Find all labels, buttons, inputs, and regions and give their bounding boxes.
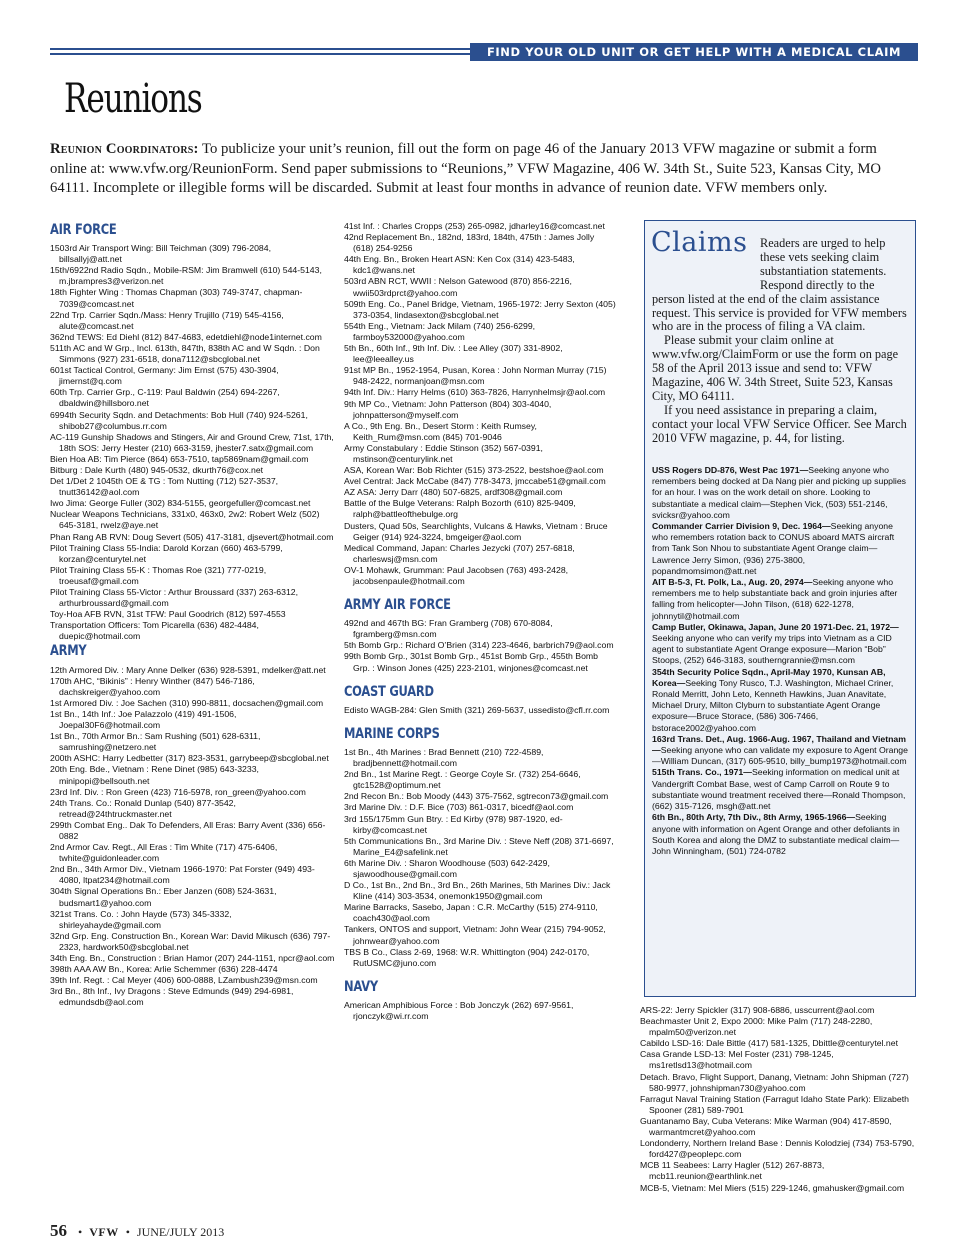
reunion-listing: 2nd Bn., 1st Marine Regt. : George Coyle Sr. (732) 254-6646, gtc1528@optimum.net (344, 769, 581, 791)
claim-heading: USS Rogers DD-876, West Pac 1971— (652, 465, 809, 475)
reunion-listing: Cabildo LSD-16: Dale Bittle (417) 581-1325, Dbittle@centurytel.net (640, 1038, 898, 1049)
reunion-listing: Londonderry, Northern Ireland Base : Dennis Kolodziej (734) 753-5790, ford427@peoplepc.com (640, 1138, 915, 1160)
reunion-listing: TBS B Co., Class 2-69, 1968: W.R. Whittington (904) 242-0170, RutUSMC@juno.com (344, 946, 590, 968)
claim-heading: 163rd Trans. Det., Aug. 1966-Aug. 1967, Thailand and Vietnam— (652, 733, 906, 756)
reunion-listing: 5th Communications Bn., 3rd Marine Div. : Steve Neff (208) 371-6697, Marine_E4@safelink.net (344, 835, 614, 857)
reunion-listing: AZ ASA: Jerry Darr (480) 507-6825, ardf308@gmail.com (344, 487, 563, 498)
reunion-listing: Casa Grande LSD-13: Mel Foster (231) 798-1245, ms1retlsd13@hotmail.com (640, 1049, 834, 1071)
reunion-listing: Bitburg : Dale Kurth (480) 945-0532, dkurth76@cox.net (50, 464, 264, 475)
reunion-listing: MCB-5, Vietnam: Mel Miers (515) 229-1246, gmahusker@gmail.com (640, 1182, 905, 1193)
reunion-listing: Avel Central: Jack McCabe (847) 778-3473, jmccabe51@gmail.com (344, 476, 606, 487)
reunion-listing: Iwo Jima: George Fuller (302) 834-5155, georgefuller@comcast.net (50, 498, 311, 509)
banner-rule (50, 48, 470, 50)
section-heading: ARMY AIR FORCE (344, 597, 451, 614)
page-number: 56 (50, 1221, 67, 1240)
claims-intro-paragraph: Please submit your claim online at www.vfw.org/ClaimForm or use the form on page 58 of the April 2013 issue and send to: VFW Magazine, 406 W. 34th Street, Suite 523, Kansas City, MO 64111. (652, 333, 899, 403)
reunion-listing: 34th Eng. Bn., Construction : Brian Hamor (207) 244-1151, npcr@aol.com (50, 953, 335, 963)
section-heading: NAVY (344, 978, 378, 995)
claims-heading: Claims (651, 227, 748, 258)
listing-column-1 (50, 221, 335, 1008)
reunion-listing: Phan Rang AB RVN: Doug Severt (505) 417-3181, djsevert@hotmail.com (50, 531, 334, 542)
reunion-listing: Det 1/Det 2 1045th OE & TG : Tom Nutting (712) 527-3537, tnutt36142@aol.com (50, 476, 279, 498)
claims-intro-paragraph: Readers are urged to help these vets seeking claim substantiation statements. Respond directly to the person listed at the end of the claim assistance request. This service is provided for VFW members who are in the process of filing a VA claim. (652, 236, 907, 334)
reunion-listing: 60th Trp. Carrier Grp., C-119: Paul Baldwin (254) 694-2267, dbaldwin@hillsboro.net (50, 387, 280, 409)
claim-request (652, 812, 910, 857)
reunion-listing: 503rd ABN RCT, WWII : Nelson Gatewood (870) 856-2216, wwii503rdprct@yahoo.com (344, 276, 572, 298)
listing-column-2 (344, 221, 616, 1022)
claim-text: Seeking anyone who remembers being docked at Da Nang pier and picking up supplies for an hour. I was on the work detail on shore. Looking to substantiate a medical claim—Stephen Vick, (503) 551-2146, svicksr@yahoo.com (652, 465, 907, 520)
reunion-listing: 39th Inf. Regt. : Cal Meyer (406) 600-0888, LZambush239@msn.com (50, 975, 318, 986)
reunion-listing: 601st Tactical Control, Germany: Jim Ernst (575) 430-3904, jimernst@q.com (50, 365, 279, 387)
claim-heading: AIT B-5-3, Ft. Polk, La., Aug. 20, 2974— (652, 577, 813, 588)
claim-text: Seeking anyone who can validate my exposure to Agent Orange—William Duncan, (317) 605-9510, billy_bump1973@hotmail.com (652, 745, 908, 767)
reunion-listing: OV-1 Mohawk, Grumman: Paul Jacobsen (763) 493-2428, jacobsenpaule@hotmail.com (344, 564, 569, 586)
reunion-listing: 3rd Marine Div. : D.F. Bice (703) 861-0317, bicedf@aol.com (344, 802, 574, 813)
reunion-listing: D Co., 1st Bn., 2nd Bn., 3rd Bn., 26th Marines, 5th Marines Div.: Jack Kline (414) 303-3534, onemonk1950@gmail.com (344, 880, 611, 902)
reunion-listing: Toy-Hoa AFB RVN, 31st TFW: Paul Goodrich (812) 597-4553 (50, 609, 286, 620)
reunion-listing: 22nd Trp. Carrier Sqdn./Mass: Henry Trujillo (719) 545-4156, alute@comcast.net (50, 309, 284, 331)
reunion-listing: 42nd Replacement Bn., 182nd, 183rd, 184th, 475th : James Jolly (618) 254-9256 (344, 232, 595, 254)
reunion-listing: 2nd Armor Cav. Regt., All Eras : Tim White (717) 475-6406, twhite@guidonleader.com (50, 842, 278, 864)
reunion-listing: 9th MP Co., Vietnam: John Patterson (804) 303-4040, johnpatterson@myself.com (344, 398, 552, 420)
claim-text: Seeking Tony Rusco, T.J. Washington, Michael Criner, Ronald Merritt, John Leto, Kenneth Hawkins, Juan Anavitate, Michael Drury, Milton Clyburn to substantiate Agent Orange exposure—Bruce Storace, (586) 306-7466, bstorace2002@yahoo.com (652, 677, 894, 733)
reunion-listing: Nuclear Weapons Technicians, 331x0, 463x0, 2w2: Robert Welz (502) 645-3181, rwelz@aye.net (50, 509, 320, 531)
reunion-listing: 5th Bomb Grp.: Richard O’Brien (314) 223-4646, barbrich79@aol.com (344, 640, 614, 651)
page-footer: 56 • VFW • JUNE/JULY 2013 (50, 1221, 225, 1240)
magazine-name: VFW (89, 1225, 119, 1239)
reunion-listing: 304th Signal Operations Bn.: Eber Janzen (608) 524-3631, budsmart1@yahoo.com (50, 886, 277, 908)
reunion-listing: Army Constabulary : Eddie Stinson (352) 567-0391, mstinson@centurylink.net (344, 442, 543, 464)
reunion-listing: Pilot Training Class 55-K : Thomas Roe (321) 777-0219, troeusaf@gmail.com (50, 564, 267, 586)
claim-text: Seeking anyone who can verify my trips into Vietnam as a CID agent to substantiate Agent Orange exposure—Marion “Bob” Stoops, (252) 646-3183, southerngrannie@msn.com (652, 633, 892, 666)
reunion-listing: 5th Bn., 60th Inf., 9th Inf. Div. : Lee Alley (307) 331-8902, lee@leealley.us (344, 343, 563, 365)
reunion-listing: 1503rd Air Transport Wing: Bill Teichman (309) 796-2084, billsallyj@att.net (50, 243, 272, 265)
claims-box (644, 220, 916, 997)
intro-lead: Reunion Coordinators: (50, 141, 199, 157)
reunion-listing: 2nd Recon Bn.: Bob Moody (443) 375-7562, sgtrecon73@gmail.com (344, 791, 609, 802)
reunion-listing: 1st Bn., 4th Marines : Brad Bennett (210) 722-4589, bradjbennett@hotmail.com (344, 746, 544, 769)
reunion-listing: 554th Eng., Vietnam: Jack Milam (740) 256-6299, farmboy532000@yahoo.com (344, 320, 536, 342)
claim-request (652, 577, 910, 622)
reunion-listing: 2nd Bn., 34th Armor Div., Vietnam 1966-1970: Pat Forster (949) 493-4080, ltpat234@hotmail.com (50, 864, 315, 886)
claims-intro (652, 237, 909, 446)
claim-request (652, 767, 910, 812)
section-heading: COAST GUARD (344, 683, 434, 700)
intro-text: To publicize your unit’s reunion, fill out the form on page 46 of the January 2013 VFW magazine or submit a form online at: www.vfw.org/ReunionForm. Send paper submissions to “Reunions,” VFW Magazine, 406 W. 34th St., Suite 523, Kansas City, MO 64111. Incomplete or illegible forms will be discarded. Submit at least four months in advance of reunion date. VFW members only. (50, 141, 882, 196)
reunion-listing: 321st Trans. Co. : John Hayde (573) 345-3332, shirleyahayde@gmail.com (50, 908, 232, 930)
reunion-listing: Pilot Training Class 55-Victor : Arthur Broussard (337) 263-6312, arthurbroussard@gmail.com (50, 587, 299, 609)
banner-label: FIND YOUR OLD UNIT OR GET HELP WITH A MEDICAL CLAIM (470, 43, 918, 61)
reunion-listing: 41st Inf. : Charles Cropps (253) 265-0982, jdharley16@comcast.net (344, 221, 605, 231)
reunion-listing: 362nd TEWS: Ed Diehl (812) 847-4683, edetdiehl@node1internet.com (50, 331, 322, 342)
reunion-listing: 3rd Bn., 8th Inf., Ivy Dragons : Steve Edmunds (949) 294-6981, edmundsdb@aol.com (50, 986, 294, 1008)
reunion-listing: 12th Armored Div. : Mary Anne Delker (636) 928-5391, mdelker@att.net (50, 664, 326, 675)
reunion-listing: 1st Bn., 70th Armor Bn.: Sam Rushing (501) 628-6311, samrushing@netzero.net (50, 731, 261, 753)
reunion-listing: Medical Command, Japan: Charles Jezycki (707) 257-6818, charleswsj@msn.com (344, 542, 575, 564)
reunion-listing: 1st Armored Div. : Joe Sachen (310) 990-8811, docsachen@gmail.com (50, 697, 324, 708)
reunion-listing: Detach. Bravo, Flight Support, Danang, Vietnam: John Shipman (727) 580-9977, johnshipman730@yahoo.com (640, 1071, 909, 1093)
claim-text: Seeking anyone who remembers me to help substantiate back and groin injuries after falling from helicopter—John Tilson, (618) 622-1278, johnnytil@hotmail.com (652, 577, 898, 621)
reunion-listing: 299th Combat Eng.. Dak To Defenders, All Eras: Barry Avent (336) 656-0882 (50, 819, 326, 841)
reunion-listing: American Amphibious Force : Bob Jonczyk (262) 697-9561, rjonczyk@wi.rr.com (344, 999, 574, 1021)
claim-text: Seeking anyone who remembers rotation back to CONUS aboard MATS aircraft from Tank Son Nhou to substantiate Agent Orange claim—Lawrence Jerry Simon, (936) 275-3800, popandmomsimon@att.net (652, 521, 895, 576)
intro-paragraph (50, 140, 908, 199)
claim-text: Seeking anyone with information on Agent Orange and other defoliants in South Korea and along the DMZ to substantiate medical claim—John Winningham, (501) 724-0782 (652, 812, 900, 856)
reunion-listing: Guantanamo Bay, Cuba Veterans: Mike Warman (904) 417-8590, warmantmcret@yahoo.com (640, 1115, 892, 1138)
reunion-listing: 32nd Grp. Eng. Construction Bn., Korean War: David Mikusch (636) 797-2323, hardwork50@sbcglobal.net (50, 930, 331, 952)
claim-request (652, 622, 910, 667)
section-heading: ARMY (50, 643, 87, 660)
page-title: Reunions (64, 76, 202, 122)
reunion-listing: 24th Trans. Co.: Ronald Dunlap (540) 877-3542, retread@24thtruckmaster.net (50, 797, 236, 819)
reunion-listing: 6994th Security Sqdn. and Detachments: Bob Hull (740) 924-5261, shibob27@columbus.rr.com (50, 409, 308, 431)
reunion-listing: 94th Inf. Div.: Harry Helms (610) 363-7826, Harrynhelmsjr@aol.com (344, 387, 606, 398)
reunion-listing: 6th Marine Div. : Sharon Woodhouse (503) 642-2429, sjawoodhouse@gmail.com (344, 857, 550, 879)
reunion-listing: Marine Barracks, Sasebo, Japan : C.R. McCarthy (515) 274-9110, coach430@aol.com (344, 902, 598, 924)
reunion-listing: 15th/6922nd Radio Sqdn., Mobile-RSM: Jim Bramwell (610) 544-5143, m.jbrampres3@verizon.net (50, 265, 322, 287)
reunion-listing: 398th AAA AW Bn., Korea: Arlie Schemmer (636) 228-4474 (50, 964, 278, 975)
listing-column-3 (640, 1005, 918, 1194)
reunion-listing: 3rd 155/175mm Gun Btry. : Ed Kirby (978) 987-1920, ed-kirby@comcast.net (344, 813, 563, 835)
claim-heading: 515th Trans. Co., 1971— (652, 767, 752, 778)
reunion-listing: 44th Eng. Bn., Broken Heart ASN: Ken Cox (314) 423-5483, kdc1@wans.net (344, 254, 575, 276)
reunion-listing: ASA, Korean War: Bob Richter (515) 373-2522, bestshoe@aol.com (344, 465, 604, 476)
section-banner (50, 43, 918, 61)
reunion-listing: Beachmaster Unit 2, Expo 2000: Mike Palm (717) 248-2280, mpalm50@verizon.net (640, 1016, 873, 1038)
section-heading: AIR FORCE (50, 222, 117, 238)
reunion-listing: 18th Fighter Wing : Thomas Chapman (303) 749-3747, chapman-7039@comcast.net (50, 287, 303, 309)
reunion-listing: Transportation Officers: Tom Picarella (636) 482-4484, duepic@hotmail.com (50, 620, 259, 642)
reunion-listing: 20th Eng. Bde., Vietnam : Rene Dinet (985) 643-3233, minipopi@bellsouth.net (50, 764, 259, 786)
banner-rule (50, 53, 470, 55)
reunion-listing: Dusters, Quad 50s, Searchlights, Vulcans & Hawks, Vietnam : Bruce Geiger (914) 924-3224, bmgeiger@aol.com (344, 520, 608, 542)
issue-date: JUNE/JULY 2013 (136, 1225, 225, 1239)
reunion-listing: 99th Bomb Grp., 301st Bomb Grp., 451st Bomb Grp., 455th Bomb Grp. : Winson Jones (425) 223-2101, winjones@comcast.net (344, 651, 598, 673)
claim-request (652, 521, 910, 577)
section-heading: MARINE CORPS (344, 725, 440, 742)
reunion-listing: A Co., 9th Eng. Bn., Desert Storm : Keith Rumsey, Keith_Rum@msn.com (845) 701-9046 (344, 420, 537, 442)
reunion-listing: 23rd Inf. Div. : Ron Green (423) 716-5978, ron_green@yahoo.com (50, 786, 306, 797)
reunion-listing: MCB 11 Seabees: Larry Hagler (512) 267-8873, mcb11.reunion@earthlink.net (640, 1160, 825, 1182)
claim-heading: 6th Bn., 80th Arty, 7th Div., 8th Army, 1965-1966— (652, 812, 856, 823)
reunion-listing: Tankers, ONTOS and support, Vietnam: John Wear (215) 794-9052, johnwear@yahoo.com (344, 924, 606, 946)
reunion-listing: ARS-22: Jerry Spickler (317) 908-6886, usscurrent@aol.com (640, 1005, 875, 1015)
reunion-listing: 91st MP Bn., 1952-1954, Pusan, Korea : John Norman Murray (715) 948-2422, normanjoan@msn.com (344, 365, 607, 387)
reunion-listing: 509th Eng. Co., Panel Bridge, Vietnam, 1965-1972: Jerry Sexton (405) 373-0354, lindasexton@sbcglobal.net (344, 298, 616, 320)
claim-heading: Commander Carrier Division 9, Dec. 1964— (652, 521, 831, 532)
reunion-listing: Pilot Training Class 55-India: Darold Korzan (660) 463-5799, korzan@centurytel.net (50, 542, 283, 564)
reunion-listing: 1st Bn., 14th Inf.: Joe Palazzolo (419) 491-1506, Joepal30F6@hotmail.com (50, 708, 237, 731)
claim-request (652, 734, 910, 768)
reunion-listing: 170th AHC, “Bikinis” : Henry Winther (847) 546-7186, dachskreiger@yahoo.com (50, 675, 255, 697)
reunion-listing: 492nd and 467th BG: Fran Gramberg (708) 670-8084, fgramberg@msn.com (344, 618, 553, 640)
reunion-listing: Farragut Naval Training Station (Farragut Idaho State Park): Elizabeth Spooner (281) 589-7901 (640, 1093, 909, 1115)
reunion-listing: Bien Hoa AB: Tim Pierce (864) 653-7510, tap5869nam@gmail.com (50, 453, 309, 464)
reunion-listing: 511th AC and W Grp., Incl. 613th, 847th, 838th AC and W Sqdn. : Don Simmons (927) 231-6518, dona7112@sbcglobal.net (50, 342, 320, 365)
claim-heading: Camp Butler, Okinawa, Japan, June 20 1971-Dec. 21, 1972— (652, 621, 899, 632)
reunion-listing: Battle of the Bulge Veterans: Ralph Bozorth (610) 825-9409, ralph@battleofthebulge.org (344, 498, 576, 520)
claim-text: Seeking information on medical unit at Vandergrift Combat Base, west of Camp Carroll on Route 9 to substantiate wound treatment received there—Ronald Thompson, (662) 315-7126, msgh@att.net (652, 767, 906, 812)
reunion-listing: Edisto WAGB-284: Glen Smith (321) 269-5637, ussedisto@cfl.rr.com (344, 704, 610, 715)
claim-request (652, 465, 910, 521)
claim-heading: 354th Security Police Sqdn., April-May 1970, Kunsan AB, Korea— (652, 666, 886, 688)
claim-request (652, 667, 910, 734)
reunion-listing: AC-119 Gunship Shadows and Stingers, Air and Ground Crew, 71st, 17th, 18th SOS: Jerry Hester (210) 663-3159, jhester7.satx@gmail.com (50, 431, 334, 453)
reunion-listing: 200th ASHC: Harry Ledbetter (317) 823-3531, garrybeep@sbcglobal.net (50, 753, 329, 764)
claims-list (652, 465, 910, 857)
claims-intro-paragraph: If you need assistance in preparing a claim, contact your local VFW Service Officer. See March 2010 VFW magazine, p. 44, for listing. (652, 402, 907, 445)
